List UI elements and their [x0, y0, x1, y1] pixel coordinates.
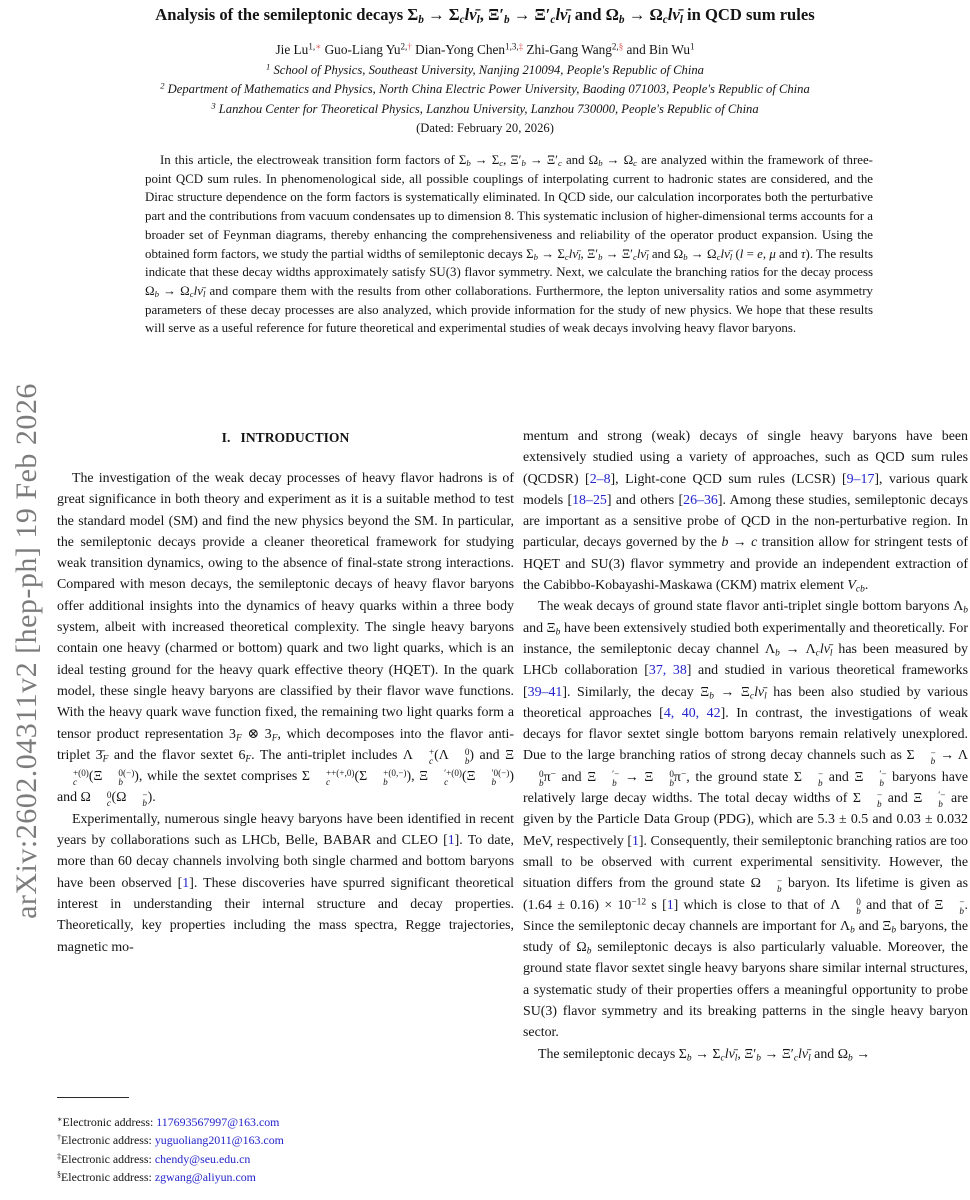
footnote-marker: ‡	[57, 1151, 62, 1161]
email-link[interactable]: 117693567997@163.com	[156, 1115, 280, 1129]
email-link[interactable]: zgwang@aliyun.com	[154, 1169, 256, 1184]
paper-title: Analysis of the semileptonic decays $\Sigma_b$ → $\Sigma_cl\nū_l$, $\Xi'_b$ → $\Xi'_cl\nū_l$ and $\Omega_b$ → $\Omega_cl\nū_l$ in QCD sum rules	[155, 5, 815, 26]
footnote-item	[57, 1168, 527, 1186]
intro-paragraph-3: The weak decays of ground state flavor anti-triplet single bottom baryons $\Lambda_b$ and $\Xi_b$ have been extensively studied both experimentally and theoretically. For instance, the semileptonic decay channel $\Lambda_b$ → $\Lambda_cl\nū_l$ has been measured by LHCb collaboration [37, 38] and studied in various theoretical frameworks [39–41]. Similarly, the decay $\Xi_b$ → $\Xi_cl\nū_l$ has been also studied by various theoretical approaches [4, 40, 42]. In contrast, the investigations of weak decays for flavor sextet single bottom baryons remain relatively unexplored. Due to the large branching ratios of strong decay channels such as Σ − b → Λ 0 b π− and Ξ ′− b → Ξ 0 b π−, the ground state Σ − b and Ξ ′− b baryons have relatively large decay widths. The total decay widths of Σ − b and Ξ ′− b are given by the Particle Data Group (PDG), which are 5.3 ± 0.5 and 0.03 ± 0.032 MeV, respectively [1]. Consequently, their semileptonic branching ratios are too small to be observed with current experimental sensitivity. However, the situation differs from the ground state Ω − b baryon. Its lifetime is given as $(1.64 \pm 0.16) \times 10^{-12}$ s [1] which is close to that of Λ 0 b and that of Ξ − b . Since the semileptonic decay channels are important for $\Lambda_b$ and $\Xi_b$ baryons, the study of $\Omega_b$ semileptonic decays is also particularly valuable. Moreover, the ground state flavor sextet single heavy baryons share similar internal structures, a systematic study of their properties offers a meaningful opportunity to probe SU(3) flavor symmetry and its breaking patterns in the single heavy baryon sector.	[523, 599, 969, 1041]
abstract: In this article, the electroweak transition form factors of $\Sigma_b \to \Sigma_c$, $\Xi'_b \to \Xi'_c$ and $\Omega_b \to \Omega_c$ are analyzed within the framework of three-point QCD sum rules. In phenomenological side, all possible couplings of interpolating current to hadronic states are considered, and the Dirac structure dependence on the form factors is systematically eliminated. In QCD side, our calculation incorporates both the perturbative part and the contributions from vacuum condensates up to dimension 8. This systematic inclusion of higher-dimensional terms accounts for a broader set of Feynman diagrams, thereby enhancing the comprehensiveness and reliability of the operator product expansion. Using the obtained form factors, we study the partial widths of semileptonic decays $\Sigma_b$ → $\Sigma_cl\nū_l$, $\Xi'_b$ → $\Xi'_cl\nū_l$ and $\Omega_b$ → $\Omega_cl\nū_l$ (l = e, μ and τ). The results indicate that these decay widths approximately satisfy SU(3) flavor symmetry. Next, we calculate the branching ratios for the decay process $\Omega_b$ → $\Omega_cl\nū_l$ and compare them with the results from other collaborations. Furthermore, the lepton universality ratios and some asymmetry parameters of these decay processes are also analyzed, which provide information for the study of new physics. We hope that these results will serve as a useful reference for future theoretical and experimental studies of weak decays involving heavy flavor baryons.	[145, 153, 873, 336]
email-link[interactable]: yuguoliang2011@163.com	[154, 1133, 284, 1148]
left-column	[57, 430, 514, 958]
footnote-marker: §	[57, 1169, 62, 1179]
section-heading-introduction: I. INTRODUCTION	[221, 430, 350, 445]
arxiv-watermark: arXiv:2602.04311v2 [hep-ph] 19 Feb 2026	[10, 383, 43, 919]
footnote-item	[57, 1150, 527, 1168]
footnote-separator	[57, 1097, 129, 1098]
affiliation-2: $^2$ Department of Mathematics and Physics, North China Electric Power University, Baoding 071003, People's Republic of China	[160, 81, 810, 97]
author-line: Jie $Lu^{1,∗}$ Guo-Liang $Yu^{2,\dagger}$ Dian-Yong Chen$^{1,3,\ddagger}$ Zhi-Gang Wang$^{2,\S}$ and Bin Wu$^1$	[275, 41, 695, 57]
affiliation-block	[0, 61, 970, 138]
intro-paragraph-1: The investigation of the weak decay processes of heavy flavor hadrons is of great significance in both theory and experiment as it is a suitable method to test the standard model (SM) and find the new physics beyond the SM. In particular, the semileptonic decays provide a cleaner theoretical framework for studying weak transition dynamics, owing to the absence of final-state strong interactions. Compared with meson decays, the semileptonic decays of heavy flavor baryons offer additional insights into the dynamics of heavy quarks within a three body system, albeit with increased theoretical complexity. The single heavy baryons contain one heavy (charmed or bottom) quark and two light quarks, which is an ideal testing ground for the heavy quark effective theory (HQET). In the quark model, these single heavy baryons are classified by their flavor wave functions. With the heavy quark wave function fixed, the remaining two light quarks form a tensor product representation $3_F$ ⊗ $3_F$, which decomposes into the flavor anti-triplet $3̄_F$ and the flavor sextet $6_F$. The anti-triplet includes Λ + c (Λ 0 b ) and Ξ +(0) c (Ξ 0(−) b ), while the sextet comprises Σ ++(+,0) c (Σ +(0,−) b ), Ξ ′+(0) c (Ξ ′0(−) b ) and Ω 0 c (Ω − b ).	[57, 471, 515, 809]
footnote-label: Electronic address:	[61, 1169, 155, 1184]
dated-line: (Dated: February 20, 2026)	[416, 120, 554, 135]
footnote-item	[57, 1131, 527, 1149]
affiliation-3: $^3$ Lanzhou Center for Theoretical Physics, Lanzhou University, Lanzhou 730000, People's Republic of China	[211, 100, 759, 116]
affiliation-1: $^1$ School of Physics, Southeast University, Nanjing 210094, People's Republic of China	[266, 61, 704, 77]
email-link[interactable]: chendy@seu.edu.cn	[154, 1151, 251, 1166]
footnote-label: Electronic address:	[61, 1133, 155, 1148]
footnote-marker: ∗	[57, 1114, 63, 1124]
intro-paragraph-4: The semileptonic decays $\Sigma_b$ → $\Sigma_cl\nū_l$, $\Xi'_b$ → $\Xi'_cl\nū_l$ and $\Omega_b$ →	[538, 1046, 871, 1063]
footnote-label: Electronic address:	[62, 1115, 157, 1129]
intro-paragraph-1-continued: mentum and strong (weak) decays of single heavy baryons have been extensively studied using a variety of approaches, such as QCD sum rules (QCDSR) [2–8], Light-cone QCD sum rules (LCSR) [9–17], various quark models [18–25] and others [26–36]. Among these studies, semileptonic decays are important as a sensitive probe of QCD in the non-perturbative region. In particular, decays governed by the b → c transition allow for stringent tests of HQET and SU(3) flavor symmetry and provide an independent extraction of the Cabibbo-Kobayashi-Maskawa (CKM) matrix element $V_{cb}$.	[523, 429, 968, 595]
footnote-label: Electronic address:	[61, 1151, 155, 1166]
intro-paragraph-2: Experimentally, numerous single heavy baryons have been identified in recent years by collaborations such as LHCb, Belle, BABAR and CLEO [1]. To date, more than 60 decay channels involving both single charmed and bottom baryons have been observed [1]. These discoveries have spurred significant theoretical interest in understanding their internal structure and decay properties. Theoretically, key properties including the mass spectra, Regge trajectories, magnetic mo-	[57, 811, 514, 955]
footnote-block	[57, 1113, 527, 1186]
footnote-marker: †	[57, 1133, 62, 1143]
right-column	[523, 426, 968, 1065]
footnote-item	[57, 1113, 527, 1131]
